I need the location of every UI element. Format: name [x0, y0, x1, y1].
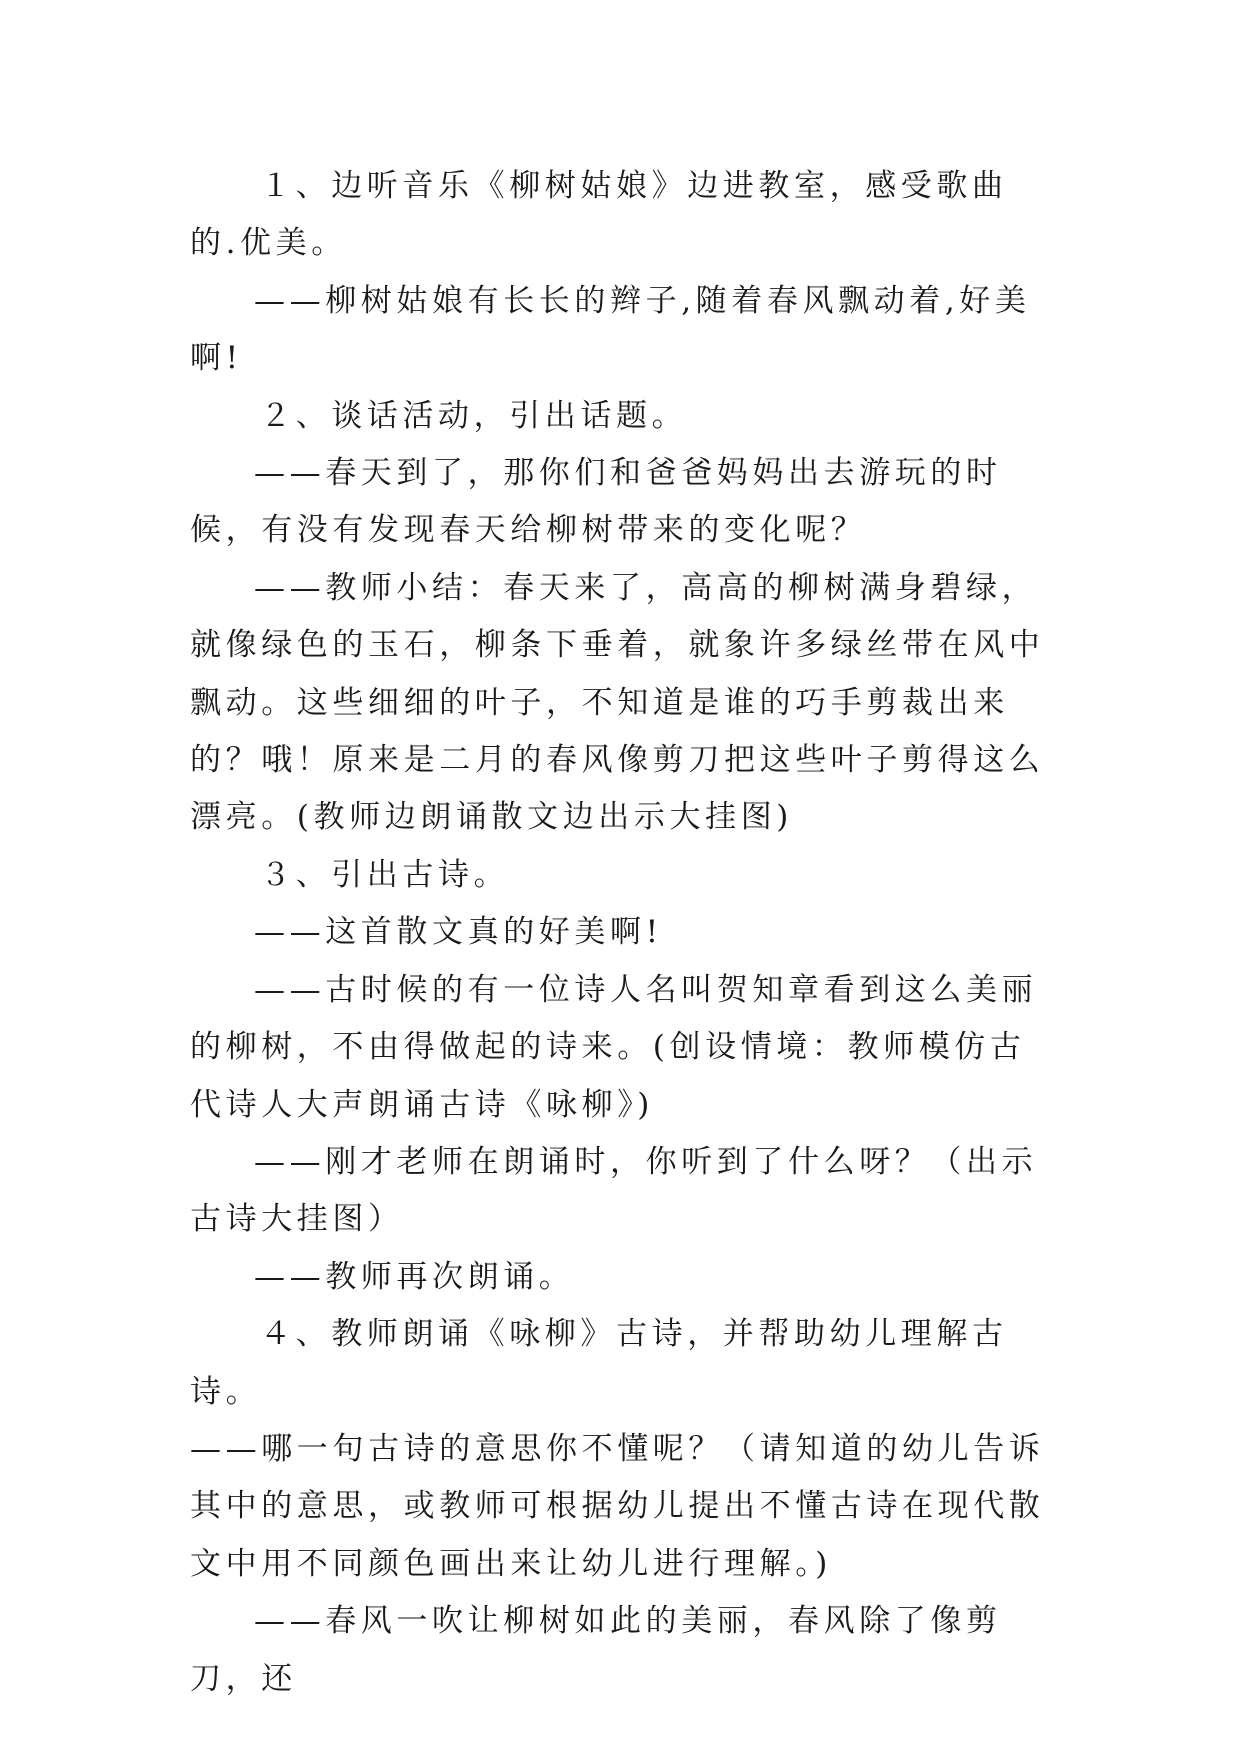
- paragraph-dialogue: ——古时候的有一位诗人名叫贺知章看到这么美丽的柳树，不由得做起的诗来。(创设情境：教师模仿古代诗人大声朗诵古诗《咏柳》): [190, 971, 1038, 1123]
- paragraph-dialogue: ——柳树姑娘有长长的辫子,随着春风飘动着,好美啊!: [190, 282, 1031, 377]
- paragraph-dialogue: ——教师小结：春天来了，高高的柳树满身碧绿，就像绿色的玉石，柳条下垂着，就象许多绿丝带在风中飘动。这些细细的叶子，不知道是谁的巧手剪裁出来的？哦！原来是二月的春风像剪刀把这些叶子剪得这么漂亮。(教师边朗诵散文边出示大挂图): [190, 569, 1045, 836]
- paragraph-dialogue: ——这首散文真的好美啊!: [254, 914, 663, 951]
- paragraph-step-1: １、边听音乐《柳树姑娘》边进教室，感受歌曲的.优美。: [190, 168, 1008, 262]
- paragraph-step-3: ３、引出古诗。: [260, 856, 510, 893]
- paragraph-step-2: ２、谈话活动，引出话题。: [260, 397, 688, 434]
- paragraph-dialogue: ——春天到了，那你们和爸爸妈妈出去游玩的时候，有没有发现春天给柳树带来的变化呢？: [190, 455, 1002, 549]
- document-body: [190, 158, 1050, 1708]
- paragraph-dialogue: ——教师再次朗诵。: [254, 1258, 575, 1295]
- paragraph-step-4: ４、教师朗诵《咏柳》古诗，并帮助幼儿理解古诗。: [190, 1316, 1008, 1410]
- paragraph-dialogue: ——春风一吹让柳树如此的美丽，春风除了像剪刀，还: [190, 1603, 1002, 1697]
- paragraph-dialogue: ——哪一句古诗的意思你不懂呢？（请知道的幼儿告诉其中的意思，或教师可根据幼儿提出不懂古诗在现代散文中用不同颜色画出来让幼儿进行理解。): [190, 1430, 1045, 1582]
- paragraph-dialogue: ——刚才老师在朗诵时，你听到了什么呀？（出示古诗大挂图）: [190, 1143, 1038, 1238]
